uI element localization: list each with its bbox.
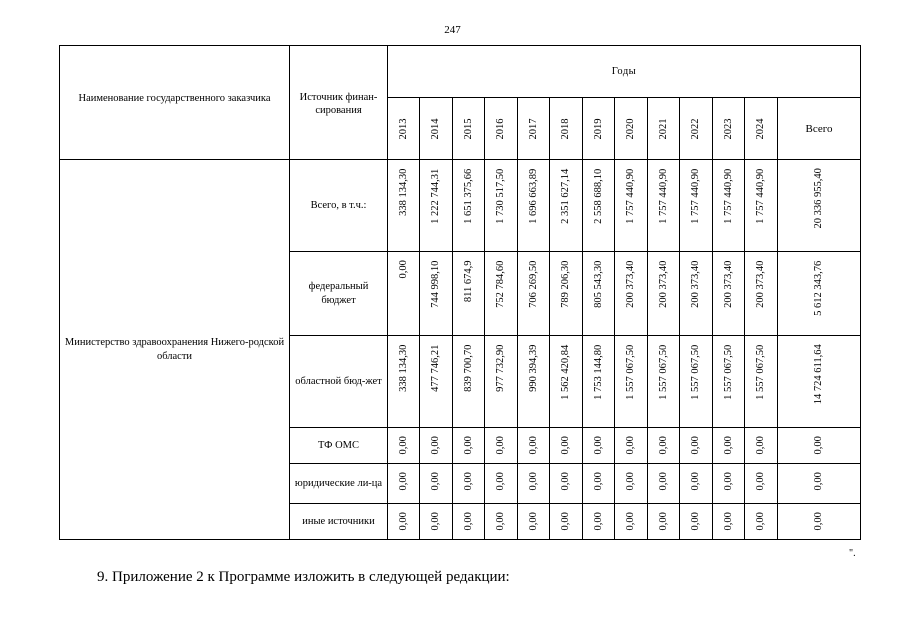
value-cell: 0,00 <box>680 464 713 504</box>
value-cell: 0,00 <box>388 464 420 504</box>
value-cell: 0,00 <box>745 464 778 504</box>
value-cell: 1 557 067,50 <box>648 336 680 428</box>
page-number: 247 <box>444 24 461 36</box>
value-cell: 0,00 <box>583 428 615 464</box>
total-cell: 0,00 <box>778 464 861 504</box>
finance-table <box>59 45 861 540</box>
closing-quote-mark: ". <box>849 548 856 559</box>
value-cell: 752 784,60 <box>485 252 518 336</box>
value-cell: 0,00 <box>550 464 583 504</box>
value-cell: 200 373,40 <box>615 252 648 336</box>
value-cell: 0,00 <box>485 464 518 504</box>
value-cell: 0,00 <box>420 504 453 540</box>
value-cell: 0,00 <box>648 504 680 540</box>
value-cell: 977 732,90 <box>485 336 518 428</box>
value-cell: 0,00 <box>615 504 648 540</box>
value-cell: 990 394,39 <box>518 336 550 428</box>
value-cell: 0,00 <box>615 464 648 504</box>
source-cell: юридические ли-ца <box>290 464 388 504</box>
value-cell: 1 562 420,84 <box>550 336 583 428</box>
header-years-title: Годы <box>388 46 861 98</box>
table-row <box>60 160 861 252</box>
value-cell: 0,00 <box>453 464 485 504</box>
value-cell: 1 557 067,50 <box>615 336 648 428</box>
value-cell: 0,00 <box>745 428 778 464</box>
total-cell: 20 336 955,40 <box>778 160 861 252</box>
value-cell: 0,00 <box>648 428 680 464</box>
value-cell: 0,00 <box>648 464 680 504</box>
value-cell: 1 696 663,89 <box>518 160 550 252</box>
value-cell: 1 557 067,50 <box>680 336 713 428</box>
value-cell: 0,00 <box>713 504 745 540</box>
value-cell: 1 557 067,50 <box>745 336 778 428</box>
header-year-2024: 2024 <box>745 98 778 160</box>
value-cell: 1 757 440,90 <box>713 160 745 252</box>
value-cell: 0,00 <box>518 464 550 504</box>
value-cell: 789 206,30 <box>550 252 583 336</box>
finance-table-container <box>59 45 861 540</box>
value-cell: 1 757 440,90 <box>680 160 713 252</box>
value-cell: 0,00 <box>453 504 485 540</box>
header-year-2023: 2023 <box>713 98 745 160</box>
header-year-2019: 2019 <box>583 98 615 160</box>
value-cell: 0,00 <box>388 428 420 464</box>
value-cell: 0,00 <box>388 504 420 540</box>
value-cell: 338 134,30 <box>388 160 420 252</box>
total-cell: 14 724 611,64 <box>778 336 861 428</box>
value-cell: 477 746,21 <box>420 336 453 428</box>
header-year-2016: 2016 <box>485 98 518 160</box>
header-year-2020: 2020 <box>615 98 648 160</box>
value-cell: 0,00 <box>388 252 420 336</box>
source-cell: федеральный бюджет <box>290 252 388 336</box>
header-year-2017: 2017 <box>518 98 550 160</box>
value-cell: 0,00 <box>713 428 745 464</box>
value-cell: 2 558 688,10 <box>583 160 615 252</box>
header-year-2021: 2021 <box>648 98 680 160</box>
value-cell: 1 757 440,90 <box>745 160 778 252</box>
value-cell: 0,00 <box>485 504 518 540</box>
value-cell: 1 757 440,90 <box>615 160 648 252</box>
value-cell: 839 700,70 <box>453 336 485 428</box>
source-cell: иные источники <box>290 504 388 540</box>
source-cell: ТФ ОМС <box>290 428 388 464</box>
value-cell: 0,00 <box>680 504 713 540</box>
source-cell: областной бюд-жет <box>290 336 388 428</box>
value-cell: 1 651 375,66 <box>453 160 485 252</box>
header-year-2013: 2013 <box>388 98 420 160</box>
value-cell: 200 373,40 <box>745 252 778 336</box>
header-source: Источник финан-сирования <box>290 46 388 160</box>
total-cell: 0,00 <box>778 504 861 540</box>
value-cell: 1 222 744,31 <box>420 160 453 252</box>
value-cell: 0,00 <box>420 428 453 464</box>
value-cell: 744 998,10 <box>420 252 453 336</box>
header-year-2018: 2018 <box>550 98 583 160</box>
header-year-2014: 2014 <box>420 98 453 160</box>
value-cell: 706 269,50 <box>518 252 550 336</box>
header-year-2015: 2015 <box>453 98 485 160</box>
value-cell: 1 730 517,50 <box>485 160 518 252</box>
value-cell: 0,00 <box>550 504 583 540</box>
header-year-2022: 2022 <box>680 98 713 160</box>
value-cell: 1 757 440,90 <box>648 160 680 252</box>
value-cell: 0,00 <box>518 428 550 464</box>
value-cell: 0,00 <box>680 428 713 464</box>
value-cell: 2 351 627,14 <box>550 160 583 252</box>
value-cell: 200 373,40 <box>713 252 745 336</box>
value-cell: 0,00 <box>453 428 485 464</box>
value-cell: 200 373,40 <box>648 252 680 336</box>
value-cell: 0,00 <box>485 428 518 464</box>
header-total: Всего <box>778 98 861 160</box>
value-cell: 0,00 <box>745 504 778 540</box>
source-cell: Всего, в т.ч.: <box>290 160 388 252</box>
value-cell: 0,00 <box>615 428 648 464</box>
value-cell: 0,00 <box>583 504 615 540</box>
value-cell: 1 753 144,80 <box>583 336 615 428</box>
total-cell: 5 612 343,76 <box>778 252 861 336</box>
value-cell: 0,00 <box>550 428 583 464</box>
value-cell: 200 373,40 <box>680 252 713 336</box>
value-cell: 811 674,9 <box>453 252 485 336</box>
value-cell: 338 134,30 <box>388 336 420 428</box>
value-cell: 0,00 <box>713 464 745 504</box>
value-cell: 1 557 067,50 <box>713 336 745 428</box>
value-cell: 0,00 <box>583 464 615 504</box>
total-cell: 0,00 <box>778 428 861 464</box>
amendment-paragraph: 9. Приложение 2 к Программе изложить в следующей редакции: <box>97 569 510 585</box>
value-cell: 0,00 <box>518 504 550 540</box>
value-cell: 0,00 <box>420 464 453 504</box>
header-customer: Наименование государственного заказчика <box>60 46 290 160</box>
customer-cell: Министерство здравоохранения Нижего-родской области <box>60 160 290 540</box>
value-cell: 805 543,30 <box>583 252 615 336</box>
